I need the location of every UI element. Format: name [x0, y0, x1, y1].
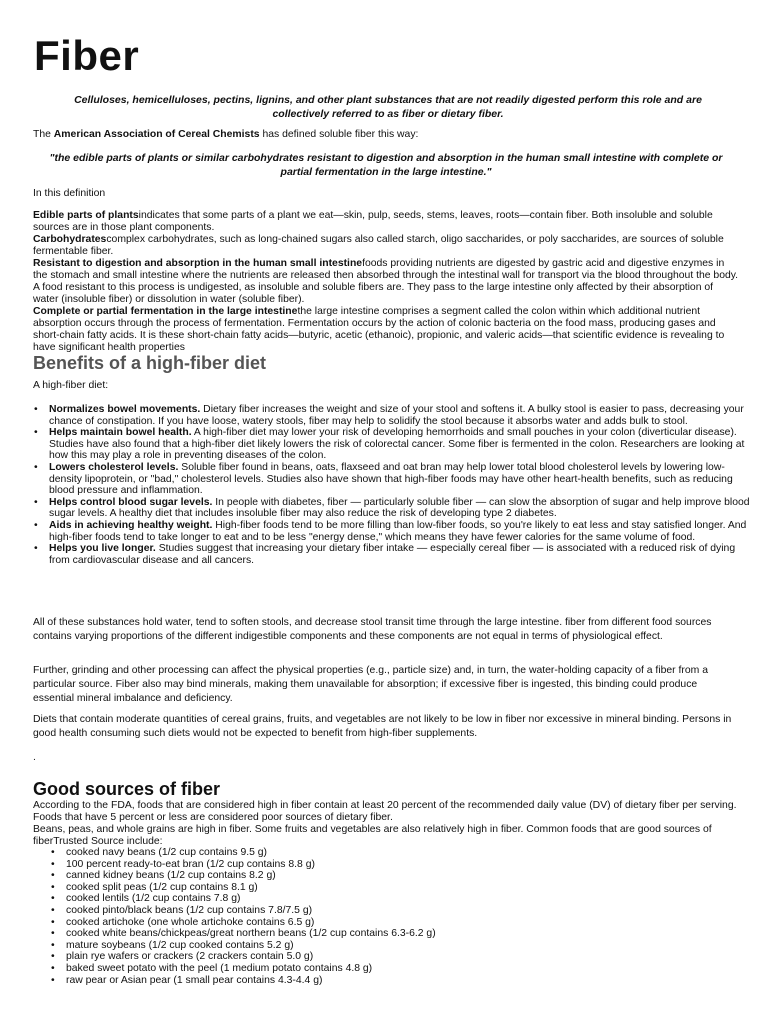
benefit-text: In people with diabetes, fiber — particularly soluble fiber — can slow the absorption of sugar and help improve blood sugar levels. A healthy diet that includes insoluble fiber may also reduce the risk of developing type 2 diabetes.	[49, 496, 750, 520]
body-paragraph: All of these substances hold water, tend to soften stools, and decrease stool transit time through the large intestine. fiber from different food sources contains varying proportions of the different indigestible components and these components are not equal in terms of physiological effect.	[33, 617, 712, 642]
definition-term: Carbohydrates	[33, 234, 107, 245]
benefits-heading: Benefits of a high-fiber diet	[33, 353, 267, 373]
list-item: • cooked pinto/black beans (1/2 cup contains 7.8/7.5 g)	[66, 905, 666, 917]
list-item: • plain rye wafers or crackers (2 crackers contain 5.0 g)	[66, 951, 666, 963]
benefits-list	[33, 404, 755, 566]
definition-text: complex carbohydrates, such as long-chained sugars also called starch, oligo saccharides, or poly saccharides, are sources of soluble fermentable fiber.	[33, 234, 724, 257]
benefit-text: Soluble fiber found in beans, oats, flaxseed and oat bran may help lower total blood cholesterol levels by lowering low-density lipoprotein, or "bad," cholesterol levels. Studies also have shown that high-fiber foods may have other heart-health benefits, such as reducing blood pressure and inflammation.	[49, 461, 733, 497]
foods-list	[66, 847, 666, 986]
list-item: • mature soybeans (1/2 cup cooked contains 5.2 g)	[66, 940, 666, 952]
list-item	[49, 520, 755, 543]
benefit-text: High-fiber foods tend to be more filling than low-fiber foods, so you're likely to eat less and stay satisfied longer. And high-fiber foods tend to take longer to eat and to be less "energy dense," which means they have fewer calories for the same volume of food.	[49, 519, 747, 543]
list-item: • cooked navy beans (1/2 cup contains 9.5 g)	[66, 847, 666, 859]
list-item	[49, 543, 755, 566]
stray-dot: .	[33, 752, 36, 763]
benefit-text: Studies suggest that increasing your dietary fiber intake — especially cereal fiber — is associated with a reduced risk of dying from cardiovascular disease and all cancers.	[49, 543, 736, 566]
benefit-term: Lowers cholesterol levels.	[49, 461, 179, 473]
list-item: • cooked white beans/chickpeas/great northern beans (1/2 cup contains 6.3-6.2 g)	[66, 928, 666, 940]
body-paragraph: Further, grinding and other processing can affect the physical properties (e.g., particle size) and, in turn, the water-holding capacity of a fiber from a particular source. Fiber also may bind minerals, making them unavailable for absorption; if excessive fiber is ingested, this binding could produce essential mineral imbalance and deficiency.	[33, 665, 708, 704]
definition-term: Complete or partial fermentation in the large intestine	[33, 306, 298, 317]
page-title: Fiber	[34, 32, 140, 79]
definition-text: the large intestine comprises a segment called the colon within which additional nutrient absorption occurs through the process of fermentation. Fermentation occurs by the action of colonic bacteria on the food mass, producing gases and short-chain fatty acids. It is these short-chain fatty acids—butyric, acetic (ethanoic), propionic, and valeric acids—that scientific evidence is revealing to have significant health properties	[33, 306, 725, 353]
list-item: • 100 percent ready-to-eat bran (1/2 cup contains 8.8 g)	[66, 859, 666, 871]
definition-text: indicates that some parts of a plant we eat—skin, pulp, seeds, stems, leaves, roots—contain fiber. Both insoluble and soluble sources are in those plant components.	[33, 210, 713, 233]
fiber-definition-quote: "the edible parts of plants or similar carbohydrates resistant to digestion and absorption in the human small intestine with complete or partial fermentation in the large intestine."	[49, 152, 723, 178]
definition-term: Resistant to digestion and absorption in the human small intestine	[33, 258, 363, 269]
list-item: • raw pear or Asian pear (1 small pear contains 4.3-4.4 g)	[66, 975, 666, 987]
list-item	[49, 427, 755, 462]
list-item: • baked sweet potato with the peel (1 medium potato contains 4.8 g)	[66, 963, 666, 975]
list-item	[49, 497, 755, 520]
sources-heading: Good sources of fiber	[33, 779, 221, 799]
aacc-suffix: has defined soluble fiber this way:	[259, 129, 419, 140]
fda-paragraph: According to the FDA, foods that are considered high in fiber contain at least 20 percent of the recommended daily value (DV) of dietary fiber per serving. Foods that have 5 percent or less are considered poor sources of dietary fiber.	[33, 800, 737, 823]
list-item: • cooked split peas (1/2 cup contains 8.1 g)	[66, 882, 666, 894]
definition-term: Edible parts of plants	[33, 210, 139, 221]
aacc-org-name: American Association of Cereal Chemists	[53, 129, 260, 140]
definition-block	[33, 210, 739, 354]
benefit-text: A high-fiber diet may lower your risk of developing hemorrhoids and small pouches in your colon (diverticular disease). Studies have also found that a high-fiber diet likely lowers the risk of colorectal cancer. Some fiber is fermented in the colon. Researchers are looking at how this may play a role in preventing diseases of the colon.	[49, 427, 745, 462]
benefit-term: Helps you live longer.	[49, 543, 156, 555]
in-this-definition: In this definition	[33, 188, 106, 199]
list-item: • cooked lentils (1/2 cup contains 7.8 g)	[66, 893, 666, 905]
list-item	[49, 462, 755, 497]
definition-item	[33, 234, 739, 258]
definition-item	[33, 306, 739, 354]
benefit-term: Helps control blood sugar levels.	[49, 496, 213, 508]
intro-paragraph: Celluloses, hemicelluloses, pectins, lignins, and other plant substances that are not readily digested perform this role and are collectively referred to as fiber or dietary fiber.	[74, 94, 702, 120]
definition-text: foods providing nutrients are digested by gastric acid and digestive enzymes in the stomach and small intestine where the nutrients are released then absorbed through the intestinal wall for transport via the blood throughout the body. A food resistant to this process is undigested, as insoluble and soluble fibers are. They pass to the large intestine only affected by their absorption of water (insoluble fiber) or dissolution in water (soluble fiber).	[33, 258, 739, 305]
benefit-term: Aids in achieving healthy weight.	[49, 519, 213, 531]
list-item: • canned kidney beans (1/2 cup contains 8.2 g)	[66, 870, 666, 882]
definition-item	[33, 258, 739, 306]
benefit-term: Normalizes bowel movements.	[49, 404, 201, 415]
list-item	[49, 404, 755, 427]
benefit-text: Dietary fiber increases the weight and size of your stool and softens it. A bulky stool is easier to pass, decreasing your chance of constipation. If you have loose, watery stools, fiber may help to solidify the stool because it absorbs water and adds bulk to stool.	[49, 404, 744, 427]
aacc-prefix: The	[33, 129, 54, 140]
definition-item	[33, 210, 739, 234]
aacc-paragraph	[33, 129, 739, 141]
list-item: • cooked artichoke (one whole artichoke contains 6.5 g)	[66, 917, 666, 929]
common-foods-paragraph: Beans, peas, and whole grains are high in fiber. Some fruits and vegetables are also relatively high in fiber. Common foods that are good sources of fiberTrusted Source include:	[33, 824, 712, 847]
benefit-term: Helps maintain bowel health.	[49, 427, 192, 439]
benefits-intro: A high-fiber diet:	[33, 380, 109, 391]
body-paragraph: Diets that contain moderate quantities of cereal grains, fruits, and vegetables are not likely to be low in fiber nor excessive in mineral binding. Persons in good health consuming such diets would not be expected to benefit from high-fiber supplements.	[33, 714, 732, 739]
